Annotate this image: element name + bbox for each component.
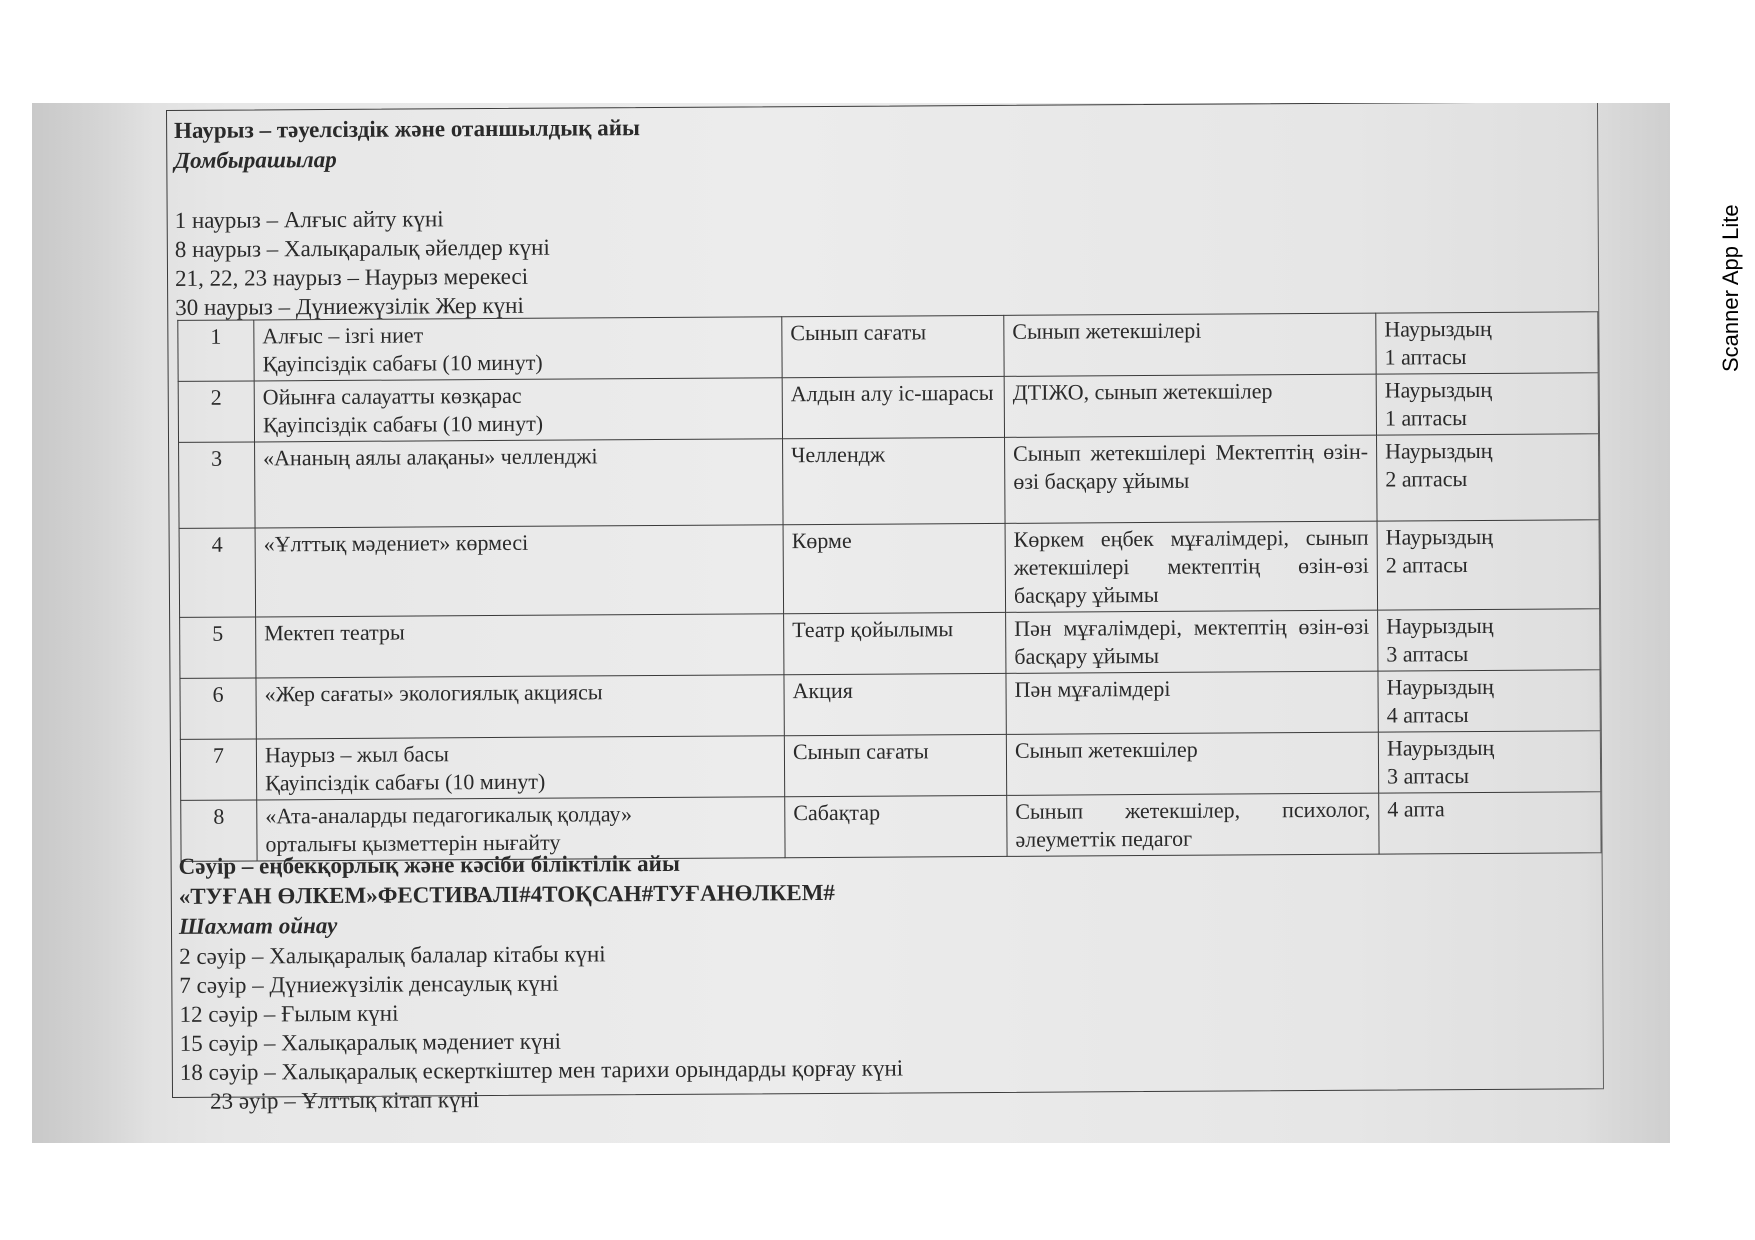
responsible-cell: Сынып жетекшілері Мектептің өзін-өзі басқару ұйымы (1005, 435, 1378, 523)
time-cell (1376, 312, 1598, 374)
event-cell (256, 614, 784, 678)
event-line: орталығы қызметтерін нығайту (265, 829, 561, 857)
time-line: 3 аптасы (1387, 763, 1470, 789)
responsible-cell: ДТІЖО, сынып жетекшілер (1004, 374, 1376, 437)
event-line: Наурыз – жыл басы (264, 741, 449, 768)
form-cell: Акция (784, 673, 1006, 735)
form-cell: Көрме (783, 523, 1006, 613)
time-cell (1376, 373, 1598, 435)
march-date-line: 30 наурыз – Дүниежүзілік Жер күні (175, 292, 524, 320)
april-date-line: 7 сәуір – Дүниежүзілік денсаулық күні (179, 970, 559, 998)
time-line: 4 апта (1387, 796, 1445, 822)
row-number: 4 (179, 528, 256, 617)
time-line: 1 аптасы (1384, 344, 1467, 370)
form-cell: Сынып сағаты (784, 734, 1006, 796)
event-cell (254, 378, 782, 442)
april-title: Сәуір – еңбекқорлық және кәсіби біліктілік айы (178, 850, 680, 879)
april-subtitle: Шахмат ойнау (178, 912, 338, 939)
document-page (166, 103, 1622, 1114)
time-cell (1378, 609, 1600, 671)
table-row (179, 434, 1599, 529)
april-date-line: 12 сәуір – Ғылым күні (179, 1000, 399, 1027)
responsible-cell: Пән мұғалімдері, мектептің өзін-өзі басқару ұйымы (1006, 610, 1378, 673)
time-line: Наурыздың (1386, 734, 1495, 761)
april-date-line: 23 әуір – Ұлттық кітап күні (209, 1087, 480, 1114)
event-cell (255, 525, 784, 617)
scanned-photo (32, 103, 1670, 1143)
event-line: Ойынға салауатты көзқарас (262, 382, 522, 410)
event-line: «Ата-аналарды педагогикалық қолдау» (265, 801, 633, 829)
april-date-line: 2 сәуір – Халықаралық балалар кітабы күні (179, 941, 606, 969)
responsible-cell: Сынып жетекшілер (1006, 732, 1378, 795)
event-line: Алғыс – ізгі ниет (262, 322, 424, 349)
time-cell (1377, 434, 1600, 521)
row-number: 3 (179, 442, 256, 528)
table-row (179, 520, 1600, 618)
table-row (180, 670, 1600, 740)
row-number: 1 (178, 320, 254, 381)
table-row (178, 312, 1598, 382)
events-table (177, 311, 1601, 862)
time-line: 4 аптасы (1386, 702, 1469, 728)
april-festival: «ТУҒАН ӨЛКЕМ»ФЕСТИВАЛІ#4ТОҚСАН#ТУҒАНӨЛКЕМ# (178, 879, 835, 909)
event-cell (256, 736, 784, 800)
event-line: «Ананың аялы алақаны» челленджі (263, 443, 598, 471)
march-subtitle: Домбырашылар (174, 146, 337, 173)
march-date-line: 8 наурыз – Халықаралық әйелдер күні (174, 234, 550, 262)
time-line: Наурыздың (1386, 673, 1494, 700)
form-cell: Сабақтар (785, 795, 1007, 857)
responsible-cell: Сынып жетекшілер, психолог, әлеуметтік педагог (1007, 793, 1379, 856)
time-line: Наурыздың (1385, 523, 1494, 550)
form-cell: Челлендж (783, 437, 1006, 524)
responsible-cell: Сынып жетекшілері (1004, 313, 1376, 376)
april-section (179, 843, 1581, 1116)
april-date-line: 15 сәуір – Халықаралық мәдениет күні (179, 1028, 562, 1056)
event-line: Мектеп театры (264, 619, 405, 646)
form-cell: Алдын алу іс-шарасы (782, 376, 1004, 438)
row-number: 5 (180, 617, 256, 678)
row-number: 6 (180, 678, 256, 739)
scanner-app-watermark: Scanner App Lite (1718, 204, 1743, 372)
table-row (180, 731, 1600, 801)
time-cell (1378, 670, 1600, 732)
march-header (174, 107, 1575, 322)
time-line: Наурыздың (1385, 437, 1493, 464)
time-line: 3 аптасы (1386, 641, 1469, 667)
event-line: Қауіпсіздік сабағы (10 минут) (262, 349, 543, 377)
responsible-cell: Пән мұғалімдері (1006, 671, 1378, 734)
responsible-cell: Көркем еңбек мұғалімдері, сынып жетекшілері мектептің өзін-өзі басқару ұйымы (1005, 521, 1378, 612)
time-line: 2 аптасы (1385, 466, 1468, 492)
event-line: «Жер сағаты» экологиялық акциясы (264, 679, 603, 707)
event-cell (254, 317, 782, 381)
event-line: Қауіпсіздік сабағы (10 минут) (265, 768, 546, 796)
march-date-line: 1 наурыз – Алғыс айту күні (174, 206, 444, 233)
row-number: 8 (181, 800, 257, 861)
event-cell (256, 675, 784, 739)
time-line: 1 аптасы (1384, 405, 1467, 431)
event-cell (255, 439, 784, 528)
march-date-line: 21, 22, 23 наурыз – Наурыз мерекесі (174, 263, 529, 291)
time-line: Наурыздың (1384, 376, 1493, 403)
table-row (178, 373, 1598, 443)
row-number: 7 (180, 739, 256, 800)
event-line: Қауіпсіздік сабағы (10 минут) (262, 410, 544, 438)
april-date-line: 18 сәуір – Халықаралық ескерткіштер мен тарихи орындарды қорғау күні (179, 1055, 904, 1085)
table-row (180, 609, 1600, 679)
event-line: «Ұлттық мәдениет» көрмесі (263, 529, 529, 557)
form-cell: Театр қойылымы (784, 612, 1006, 674)
row-number: 2 (178, 381, 254, 442)
time-line: 2 аптасы (1385, 552, 1468, 578)
time-cell (1377, 520, 1600, 610)
time-line: Наурыздың (1384, 315, 1492, 342)
form-cell: Сынып сағаты (782, 315, 1004, 377)
march-title: Наурыз – тәуелсіздік және отаншылдық айы (174, 115, 640, 143)
time-line: Наурыздың (1386, 612, 1494, 639)
time-cell (1378, 731, 1600, 793)
